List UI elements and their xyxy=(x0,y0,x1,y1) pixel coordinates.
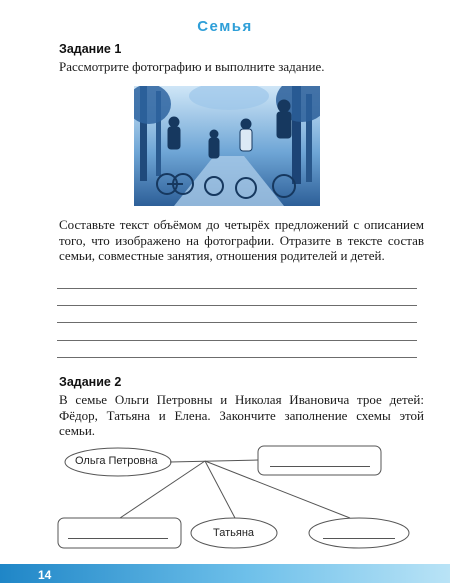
page-number: 14 xyxy=(38,568,52,582)
mother-name: Ольга Петровна xyxy=(75,455,158,467)
task1-instruction: Рассмотрите фотографию и выполните задание. xyxy=(59,59,325,74)
child-3-blank[interactable] xyxy=(323,538,395,539)
connector-line xyxy=(170,460,258,462)
task1-heading: Задание 1 xyxy=(59,42,122,56)
task2-heading: Задание 2 xyxy=(59,375,122,389)
page-title: Семья xyxy=(197,18,253,35)
task2-text: В семье Ольги Петровны и Николая Ивановича трое детей: Фёдор, Татьяна и Елена. Закончите заполнение схемы этой семьи. xyxy=(59,392,424,438)
connector-line xyxy=(205,461,235,518)
node-father[interactable] xyxy=(258,446,381,475)
task1-text: Составьте текст объёмом до четырёх предложений с описанием того, что изображено на фотографии. Отразите в тексте состав семьи, совместные занятия, отношения родителей и детей. xyxy=(59,217,424,263)
child-1-blank[interactable] xyxy=(68,538,168,539)
father-blank[interactable] xyxy=(270,466,370,467)
node-child-1[interactable] xyxy=(58,518,181,548)
footer-bar xyxy=(0,564,450,583)
child-name: Татьяна xyxy=(213,527,255,539)
connector-line xyxy=(205,461,350,518)
node-child-3[interactable] xyxy=(309,518,409,548)
